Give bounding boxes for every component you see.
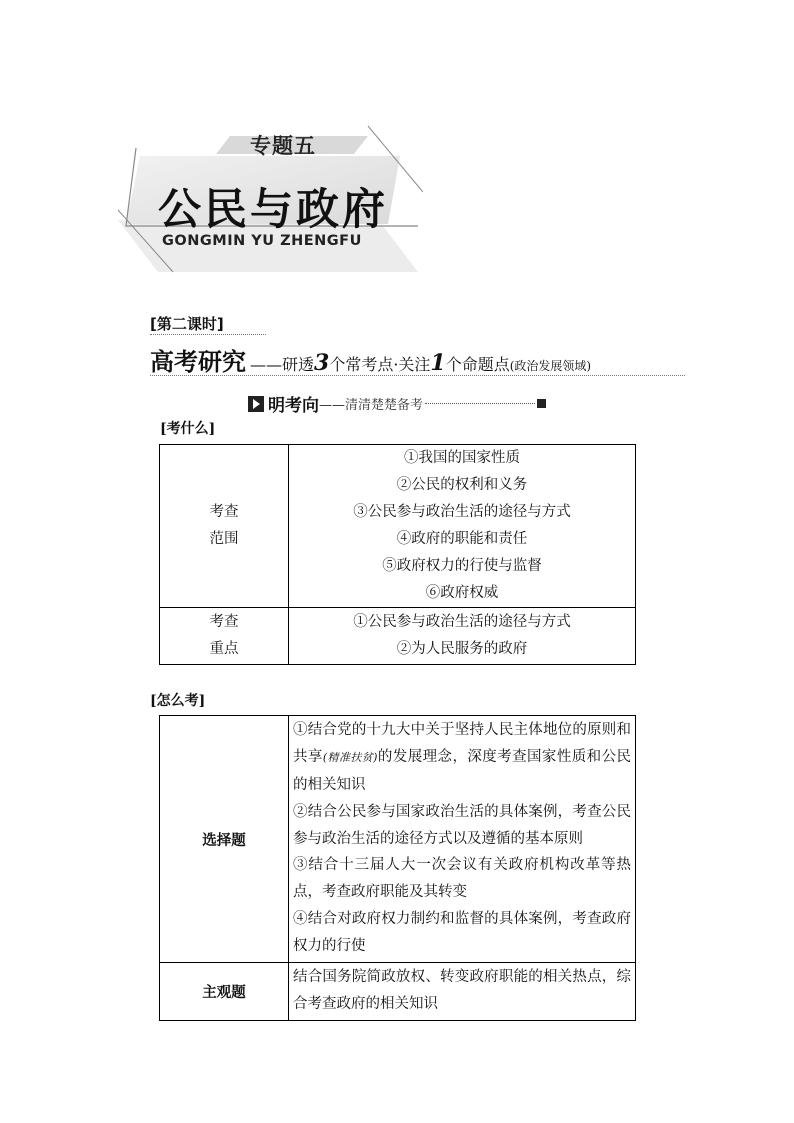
- section-how-label: [怎么考]: [150, 693, 206, 709]
- list-item: ②结合公民参与国家政治生活的具体案例，考查公民参与政治生活的途径方式以及遵循的基本原则: [293, 803, 631, 847]
- list-item: ①我国的国家性质: [404, 450, 520, 466]
- list-item: ①公民参与政治生活的途径与方式: [353, 614, 571, 630]
- subjective-text: 结合国务院简政放权、转变政府职能的相关热点，综合考查政府的相关知识: [289, 963, 636, 1021]
- table-row: [160, 608, 636, 665]
- topic-pinyin: GONGMIN YU ZHENGFU: [162, 233, 362, 249]
- research-subtitle: ——研透3个常考点·关注1个命题点(政治发展领域): [250, 350, 592, 376]
- play-icon: [248, 396, 264, 412]
- row-label-focus: 考查 重点: [160, 608, 289, 665]
- table-row: [160, 963, 636, 1021]
- divider-dotted-1: [150, 334, 266, 335]
- list-item: ④结合对政府权力制约和监督的具体案例，考查政府权力的行使: [293, 910, 631, 954]
- topic-label: 专题五: [250, 134, 316, 158]
- scope-items: [289, 445, 636, 608]
- table-row: [160, 445, 636, 608]
- lesson-tag: [第二课时]: [150, 315, 224, 333]
- row-label-choice: 选择题: [160, 716, 289, 963]
- row-label-subjective: 主观题: [160, 963, 289, 1021]
- list-item: ⑥政府权威: [425, 585, 499, 601]
- choice-items: [289, 716, 636, 963]
- ming-subtitle: ——清清楚楚备考: [319, 398, 424, 413]
- research-title: 高考研究: [150, 348, 246, 376]
- focus-items: [289, 608, 636, 665]
- ming-dots: [425, 403, 535, 404]
- list-item: ③公民参与政治生活的途径与方式: [353, 504, 571, 520]
- table-row: [160, 716, 636, 963]
- list-item: ⑤政府权力的行使与监督: [382, 558, 542, 574]
- ming-title: 明考向: [268, 396, 319, 416]
- list-item: ②公民的权利和义务: [396, 477, 528, 493]
- section-what-label: [考什么]: [160, 421, 216, 437]
- list-item: ①结合党的十九大中关于坚持人民主体地位的原则和共享(精准扶贫)的发展理念，深度考查国家性质和公民的相关知识: [293, 722, 631, 793]
- list-item: ②为人民服务的政府: [396, 641, 528, 657]
- topic-title: 公民与政府: [158, 185, 388, 235]
- exam-scope-table: [159, 444, 636, 665]
- row-label-scope: 考查 范围: [160, 445, 289, 608]
- ming-heading: [248, 391, 546, 416]
- exam-method-table: [159, 715, 636, 1021]
- square-icon: [537, 399, 546, 408]
- list-item: ④政府的职能和责任: [396, 531, 528, 547]
- divider-dotted-2: [150, 375, 685, 376]
- research-heading: [150, 342, 591, 377]
- list-item: ③结合十三届人大一次会议有关政府机构改革等热点，考查政府职能及其转变: [293, 857, 631, 901]
